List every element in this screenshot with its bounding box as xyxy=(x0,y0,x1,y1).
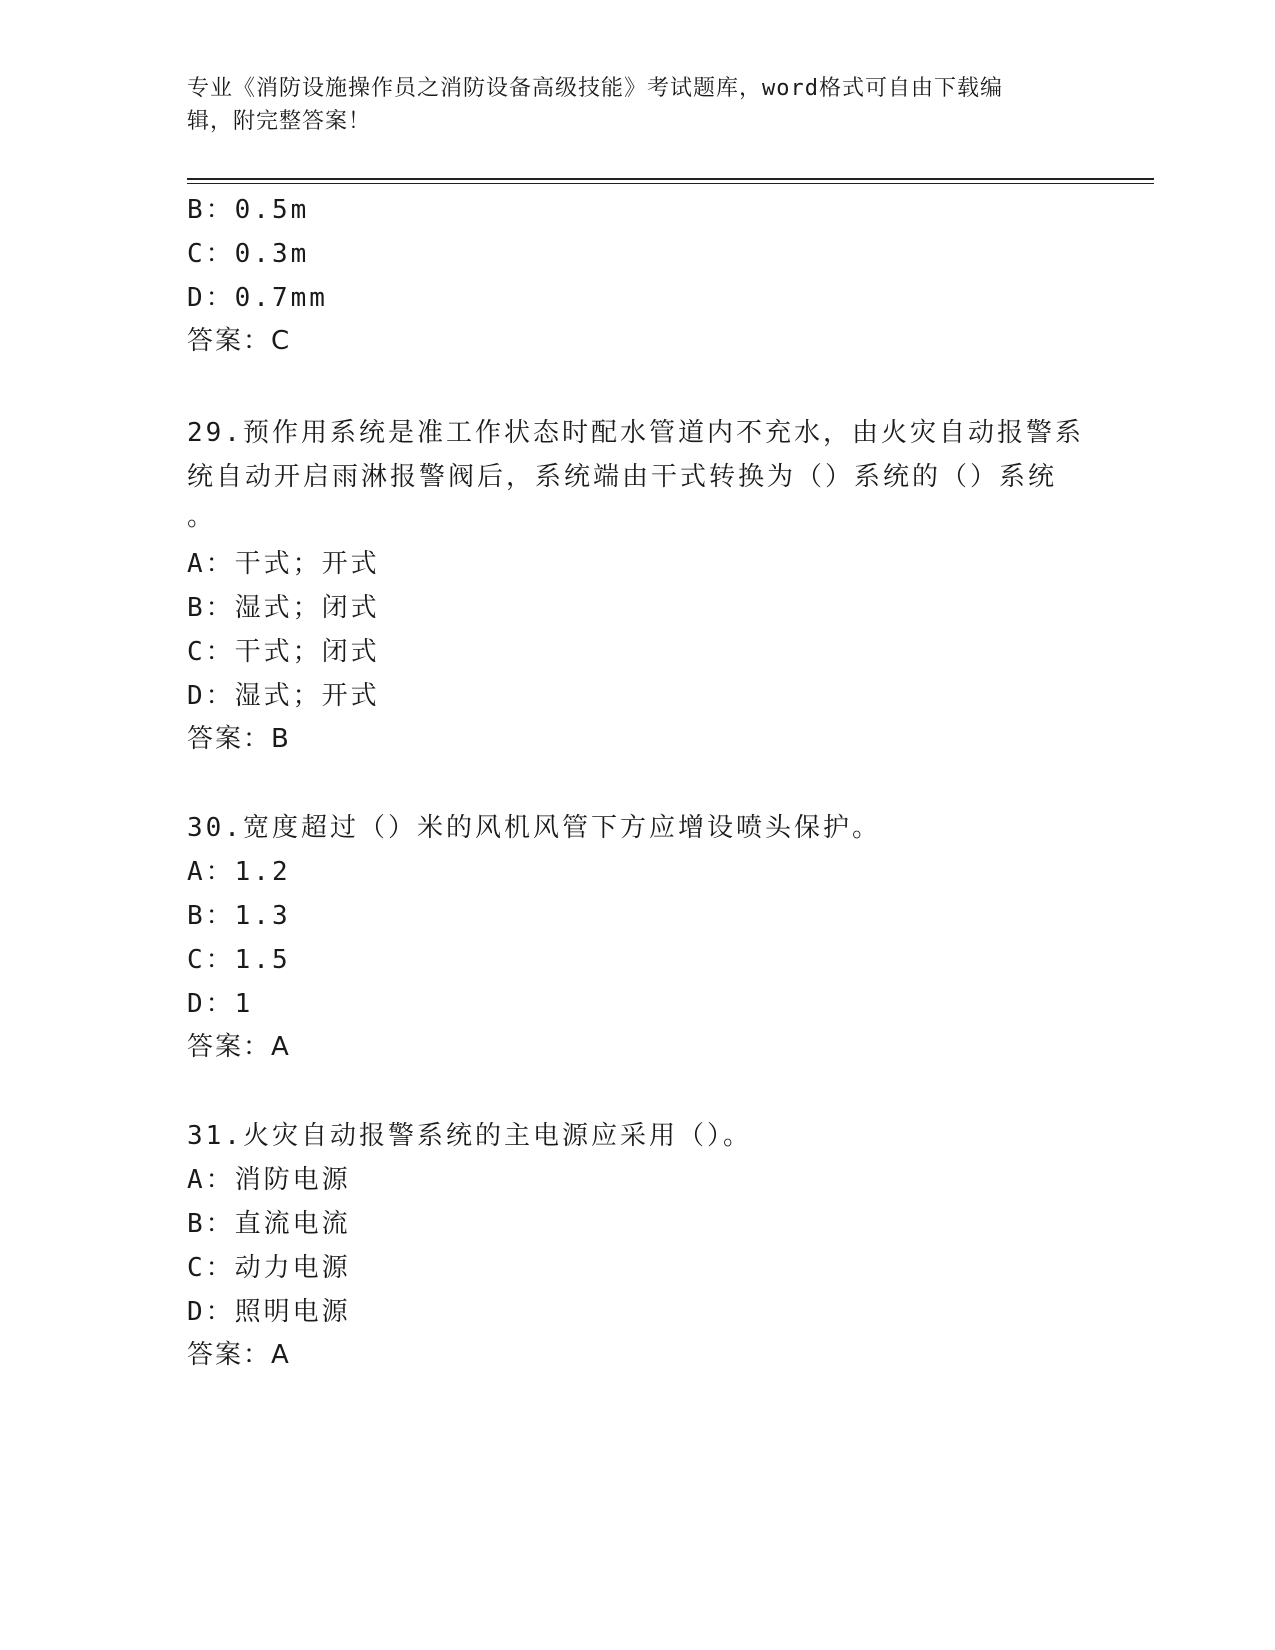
option-c: C：0.3m xyxy=(187,239,310,269)
question-31-option-a: A：消防电源 xyxy=(187,1165,351,1195)
question-31-option-b: B：直流电流 xyxy=(187,1209,351,1239)
question-31-option-c: C：动力电源 xyxy=(187,1253,351,1283)
question-29-option-b: B：湿式；闭式 xyxy=(187,593,380,623)
header-divider-thin xyxy=(187,183,1154,184)
question-31-answer: 答案：A xyxy=(187,1340,291,1370)
question-29-option-d: D：湿式；开式 xyxy=(187,681,380,711)
question-29-stem-line-3: 。 xyxy=(187,502,217,532)
option-d: D：0.7mm xyxy=(187,283,328,313)
question-29-answer: 答案：B xyxy=(187,724,291,754)
question-29-option-a: A：干式；开式 xyxy=(187,549,380,579)
question-30-stem: 30.宽度超过（）米的风机风管下方应增设喷头保护。 xyxy=(187,813,881,843)
option-b: B：0.5m xyxy=(187,195,310,225)
question-31-option-d: D：照明电源 xyxy=(187,1297,351,1327)
question-29-stem-line-2: 统自动开启雨淋报警阀后，系统端由干式转换为（）系统的（）系统 xyxy=(187,462,1058,492)
header-line-2: 辑，附完整答案！ xyxy=(187,109,372,134)
question-29-option-c: C：干式；闭式 xyxy=(187,637,380,667)
answer-line: 答案：C xyxy=(187,326,292,356)
header-divider-thick xyxy=(187,178,1154,180)
question-30-option-b: B：1.3 xyxy=(187,901,291,931)
question-30-option-c: C：1.5 xyxy=(187,945,291,975)
header-line-1: 专业《消防设施操作员之消防设备高级技能》考试题库，word格式可自由下载编 xyxy=(187,76,1003,101)
question-30-option-a: A：1.2 xyxy=(187,857,291,887)
document-header xyxy=(187,72,1067,138)
question-31-stem: 31.火灾自动报警系统的主电源应采用（）。 xyxy=(187,1121,752,1151)
question-30-option-d: D：1 xyxy=(187,989,254,1019)
question-29-stem-line-1: 29.预作用系统是准工作状态时配水管道内不充水，由火灾自动报警系 xyxy=(187,418,1084,448)
question-30-answer: 答案：A xyxy=(187,1032,291,1062)
